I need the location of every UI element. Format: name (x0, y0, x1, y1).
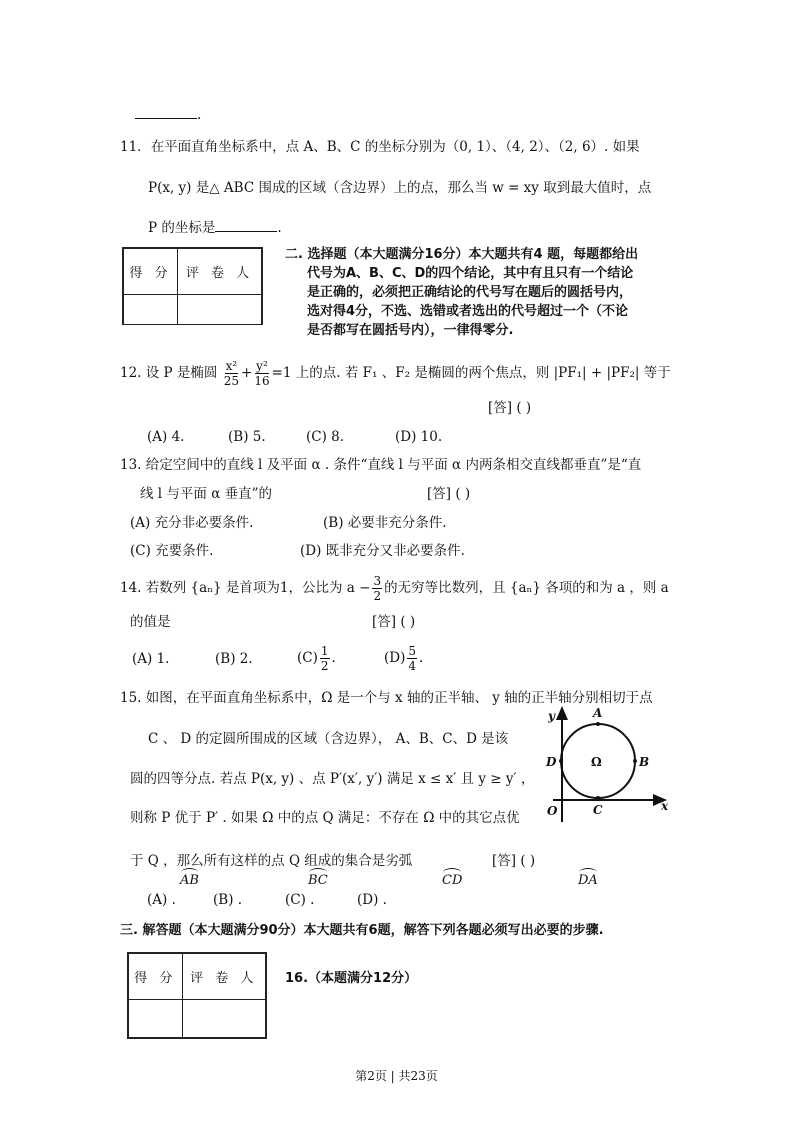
q13-line1: 13. 给定空间中的直线 l 及平面 α . 条件“直线 l 与平面 α 内两条相交直线都垂直”是“直 (120, 457, 642, 473)
q11-line2: P(x, y) 是△ ABC 围成的区域（含边界）上的点，那么当 w = xy 取到最大值时，点 (148, 180, 652, 196)
q13-option-c: (C) 充要条件. (130, 543, 214, 559)
arc-da: DA (578, 873, 598, 888)
q15-line4: 则称 P 优于 P′ . 如果 Ω 中的点 Q 满足：不存在 Ω 中的其它点优 (130, 810, 520, 826)
q15-line1: 15. 如图，在平面直角坐标系中，Ω 是一个与 x 轴的正半轴、 y 轴的正半轴分别相切于点 (120, 690, 653, 706)
q12-answer[interactable]: [答] ( ) (488, 400, 532, 416)
score-cell[interactable] (123, 294, 177, 325)
grader-cell[interactable] (177, 294, 262, 325)
arc-bc: BC (308, 873, 328, 888)
q14-option-d: (D) $\frac{5}{4}$ . (384, 644, 424, 673)
score-header: 得 分 (123, 248, 177, 294)
q14-option-b: (B) 2. (215, 651, 253, 667)
label-d: D (546, 755, 557, 769)
q14-stem: 14. 若数列 {aₙ} 是首项为1，公比为 a − $\frac{3}{2}$ 的无穷等比数列，且 {aₙ} 各项的和为 a ，则 a (120, 574, 669, 603)
exam-page: . 11．在平面直角坐标系中，点 A、B、C 的坐标分别为（0, 1）、（4, 2）、（2, 6）. 如果 P(x, y) 是△ ABC 围成的区域（含边界）上的点，那么当 w = xy 取到最大值时，点 P 的坐标是 . 得 分 评 卷 人 二. 选择题（本大题满分16分）本大题共有4 题，每题都给出 代号为A、B、C、D的四个结论，其中有且只有一个结论 是正确的，必须把正确结论的代号写在题后的圆括号内， 选对得4分，不选、选错或者选出的代号超过一个（不论 是否都写在圆括号内），一律得零分. 12. 设 P 是椭圆 $\frac{\text{x²}}{25}$ + $\frac{\text{y²}}{16}$ =1 上的点. 若 F₁ 、F₂ 是椭圆的两个焦点，则 |PF₁| + |PF₂| 等于 [答] ( ) (A) 4. (B) 5. (C) 8. (D) 10. 13. 给定空间中的直线 l 及平面 α . 条件“直线 l 与平面 α 内两条相交直线都垂直”是“直 线 l 与平面 α 垂直”的 [答] ( ) (A) 充分非必要条件. (B) 必要非充分条件. (C) 充要条件. (D) 既非充分又非必要条件. 14. 若数列 {aₙ} 是首项为1，公比为 a − $\frac{3}{2}$ 的无穷等比数列，且 {aₙ} 各项的和为 a ，则 a 的值是 [答] ( ) (A) 1. (B) 2. (C) $\frac{1}{2}$ . (D) $\frac{5}{4}$ . 15. 如图，在平面直角坐标系中，Ω 是一个与 x 轴的正半轴、 y 轴的正半轴分别相切于点 C 、 D 的定圆所围成的区域（含边界）， A、B、C、D 是该 圆的四等分点. 若点 P(x, y) 、点 P′(x′, y′) 满足 x ≤ x′ 且 y ≥ y′ ， 则称 P 优于 P′ . 如果 Ω 中的点 Q 满足：不存在 Ω 中的其它点优 于 Q ，那么所有这样的点 Q 组成的集合是劣弧 [答] ( ) AB BC CD DA (A) . (B) . (C) . (D) . y x O A B C D Ω 三. 解答题（本大题满分90分）本大题共有6题，解答下列各题必须写出必要的步骤. 得 分 评 卷 人 16.（本题满分12分） 第2页 | 共23页 (0, 0, 793, 1122)
q15-figure (535, 700, 675, 825)
q16-title: 16.（本题满分12分） (285, 971, 418, 986)
q14-option-a: (A) 1. (132, 651, 170, 667)
q11-number: 11．在平面直角坐标系中，点 A、B、C 的坐标分别为（0, 1）、（4, 2）、（2, 6）. 如果 (120, 139, 640, 155)
q13-line2: 线 l 与平面 α 垂直”的 (140, 486, 273, 502)
label-a: A (593, 706, 603, 720)
q13-option-a: (A) 充分非必要条件. (130, 515, 254, 531)
answer-blank (215, 217, 277, 232)
q11-line3: P 的坐标是 . (148, 217, 282, 237)
q12-option-a: (A) 4. (147, 429, 185, 445)
q12-option-b: (B) 5. (228, 429, 266, 445)
grader-cell[interactable] (182, 999, 266, 1038)
score-cell[interactable] (128, 999, 182, 1038)
q15-option-b: (B) . (213, 892, 243, 908)
section3-heading: 三. 解答题（本大题满分90分）本大题共有6题，解答下列各题必须写出必要的步骤. (120, 923, 604, 938)
label-c: C (593, 803, 603, 817)
q15-option-a: (A) . (147, 892, 176, 908)
q13-answer[interactable]: [答] ( ) (427, 486, 471, 502)
grader-header: 评 卷 人 (182, 953, 266, 999)
q12-stem: 12. 设 P 是椭圆 $\frac{\text{x²}}{25}$ + $\frac{\text{y²}}{16}$ =1 上的点. 若 F₁ 、F₂ 是椭圆的两个焦点，则 |PF₁| + |PF₂| 等于 (120, 359, 671, 388)
q14-answer[interactable]: [答] ( ) (372, 614, 416, 630)
label-y: y (548, 709, 555, 723)
q13-option-d: (D) 既非充分又非必要条件. (300, 543, 465, 559)
q13-option-b: (B) 必要非充分条件. (323, 515, 447, 531)
q15-option-d: (D) . (357, 892, 387, 908)
page-footer: 第2页 | 共23页 (355, 1069, 438, 1083)
score-table-2 (127, 952, 267, 1039)
arc-ab: AB (180, 873, 199, 888)
q12-option-c: (C) 8. (306, 429, 345, 445)
label-x: x (661, 799, 669, 813)
score-table-1 (122, 247, 263, 325)
label-b: B (639, 755, 650, 769)
q15-line2: C 、 D 的定圆所围成的区域（含边界）， A、B、C、D 是该 (148, 731, 509, 747)
label-o: O (547, 804, 558, 818)
arc-cd: CD (442, 873, 463, 888)
q15-option-c: (C) . (285, 892, 315, 908)
score-header: 得 分 (128, 953, 182, 999)
q15-line3: 圆的四等分点. 若点 P(x, y) 、点 P′(x′, y′) 满足 x ≤ x′ 且 y ≥ y′ ， (130, 771, 535, 787)
q14-line2: 的值是 (130, 614, 171, 630)
q15-answer[interactable]: [答] ( ) (492, 853, 536, 869)
q14-option-c: (C) $\frac{1}{2}$ . (297, 644, 336, 673)
grader-header: 评 卷 人 (177, 248, 262, 294)
label-omega: Ω (591, 755, 602, 769)
answer-blank-previous: . (135, 104, 201, 124)
q15-line5: 于 Q ，那么所有这样的点 Q 组成的集合是劣弧 (130, 853, 413, 869)
q12-option-d: (D) 10. (395, 429, 443, 445)
